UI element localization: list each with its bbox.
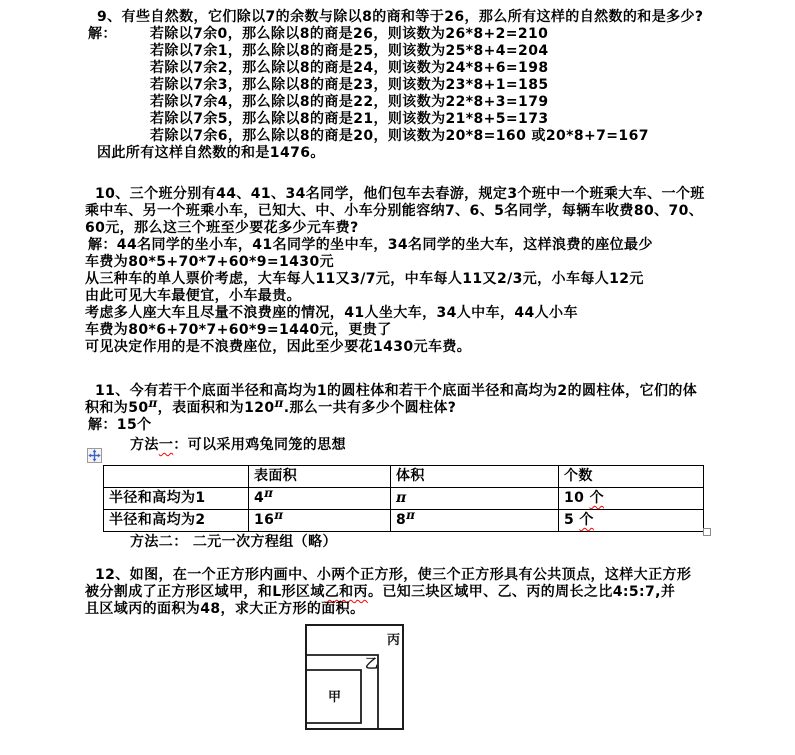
header-empty <box>104 466 249 488</box>
cylinder-table <box>103 465 704 532</box>
method-2-line: 方法二： 二元一次方程组（略） <box>130 534 337 550</box>
problem-9 <box>0 9 795 162</box>
pi-symbol: π <box>148 396 158 410</box>
problem-11-answer: 解：15个 <box>88 417 152 433</box>
value: 16 <box>254 512 275 528</box>
figure-label-jia: 甲 <box>328 690 342 705</box>
spellcheck-word: 个 <box>589 490 604 506</box>
text-segment: 方法 <box>130 437 159 453</box>
volume-cell <box>391 488 559 510</box>
text-line: 由此可见大车最便宜，小车最贵。 <box>85 288 301 304</box>
case-line: 若除以7余0，那么除以8的商是26，则该数为26*8+2=210 <box>149 26 549 42</box>
problem-10 <box>0 186 795 356</box>
case-line: 若除以7余5，那么除以8的商是21，则该数为21*8+5=173 <box>150 111 549 127</box>
problem-9-solution-line <box>0 26 795 43</box>
case-line: 若除以7余1，那么除以8的商是25，则该数为25*8+4=204 <box>150 43 549 59</box>
text-segment: 被分割成了正方形区域甲，和L形区域 <box>85 584 325 600</box>
text-segment: ，表面积和为120 <box>157 400 275 416</box>
problem-9-title: 9、有些自然数，它们除以7的余数与除以8的商和等于26，那么所有这样的自然数的和是多少? <box>97 9 704 25</box>
spellcheck-word: 一 <box>158 437 174 453</box>
text-line: 乘中车、另一个班乘小车，已知大、中、小车分别能容纳7、6、5名同学，每辆车收费80、70、 <box>85 203 704 219</box>
case-line: 若除以7余3，那么除以8的商是23，则该数为23*8+1=185 <box>150 77 549 93</box>
problem-12 <box>0 567 795 618</box>
table-row <box>104 510 704 532</box>
table-header-row <box>104 466 704 488</box>
text-line: 从三种车的单人票价考虑，大车每人11又3/7元，中车每人11又2/3元，小车每人12元 <box>85 271 644 287</box>
pi-symbol: π <box>406 508 416 522</box>
text-line: 车费为80*6+70*7+60*9=1440元，更贵了 <box>85 322 392 338</box>
value: 8 <box>396 512 407 528</box>
volume-cell <box>391 510 559 532</box>
text-segment: .那么一共有多少个圆柱体? <box>283 400 457 416</box>
problem-11 <box>0 383 795 454</box>
table-row <box>104 488 704 510</box>
header-volume: 体积 <box>391 466 559 488</box>
solution-line: 解：44名同学的坐小车，41名同学的坐中车，34名同学的坐大车，这样浪费的座位最少 <box>88 237 653 253</box>
spellcheck-word: 个 <box>579 512 594 528</box>
header-count: 个数 <box>559 466 704 488</box>
pi-symbol: π <box>396 490 407 506</box>
problem-12-title-cont <box>0 584 795 601</box>
problem-12-title: 12、如图，在一个正方形内画中、小两个正方形，使三个正方形具有公共顶点，这样大正方形 <box>95 567 692 583</box>
solution-label: 解： <box>88 26 117 42</box>
text-line: 车费为80*5+70*7+60*9=1430元 <box>85 254 334 270</box>
surface-cell <box>249 510 391 532</box>
four-way-arrow-icon <box>88 449 101 462</box>
text-segment: ：可以采用鸡兔同笼的思想 <box>173 437 347 453</box>
text-line: 60元，那么这三个班至少要花多少元车费? <box>85 220 359 236</box>
value: 5 <box>564 512 580 528</box>
count-cell <box>559 510 704 532</box>
row-label: 半径和高均为2 <box>104 510 249 532</box>
surface-cell <box>249 488 391 510</box>
problem-10-title: 10、三个班分别有44、41、34名同学，他们包车去春游，规定3个班中一个班乘大车、一个班 <box>95 186 705 202</box>
text-segment: 积和为50 <box>85 400 149 416</box>
case-line: 若除以7余6，那么除以8的商是20，则该数为20*8=160 或20*8+7=167 <box>150 128 649 144</box>
problem-9-conclusion: 因此所有这样自然数的和是1476。 <box>97 145 325 161</box>
case-line: 若除以7余2，那么除以8的商是24，则该数为24*8+6=198 <box>150 60 549 76</box>
method-1-line <box>0 437 795 454</box>
pi-symbol: π <box>274 508 284 522</box>
text-segment: 。已知三块区域甲、乙、丙的周长之比4:5:7,并 <box>367 584 676 600</box>
spellcheck-word: 乙和丙 <box>324 584 368 600</box>
value: 4 <box>254 490 265 506</box>
pi-symbol: π <box>264 486 274 500</box>
pi-symbol: π <box>274 396 284 410</box>
figure-label-bing: 丙 <box>387 633 401 648</box>
text-line: 考虑多人座大车且尽量不浪费座的情况，41人坐大车，34人中车，44人小车 <box>85 305 578 321</box>
problem-12-title-end: 且区域丙的面积为48，求大正方形的面积。 <box>85 601 365 617</box>
value: 10 <box>564 490 590 506</box>
problem-11-title: 11、今有若干个底面半径和高均为1的圆柱体和若干个底面半径和高均为2的圆柱体，它们的体 <box>95 383 698 399</box>
squares-figure <box>299 621 411 735</box>
figure-label-yi: 乙 <box>365 657 379 672</box>
count-cell <box>559 488 704 510</box>
row-label: 半径和高均为1 <box>104 488 249 510</box>
case-line: 若除以7余4，那么除以8的商是22，则该数为22*8+3=179 <box>150 94 549 110</box>
problem-11-title-cont <box>0 396 795 417</box>
text-line: 可见决定作用的是不浪费座位，因此至少要花1430元车费。 <box>85 339 472 355</box>
header-surface-area: 表面积 <box>249 466 391 488</box>
table-move-handle-icon[interactable] <box>87 448 102 463</box>
